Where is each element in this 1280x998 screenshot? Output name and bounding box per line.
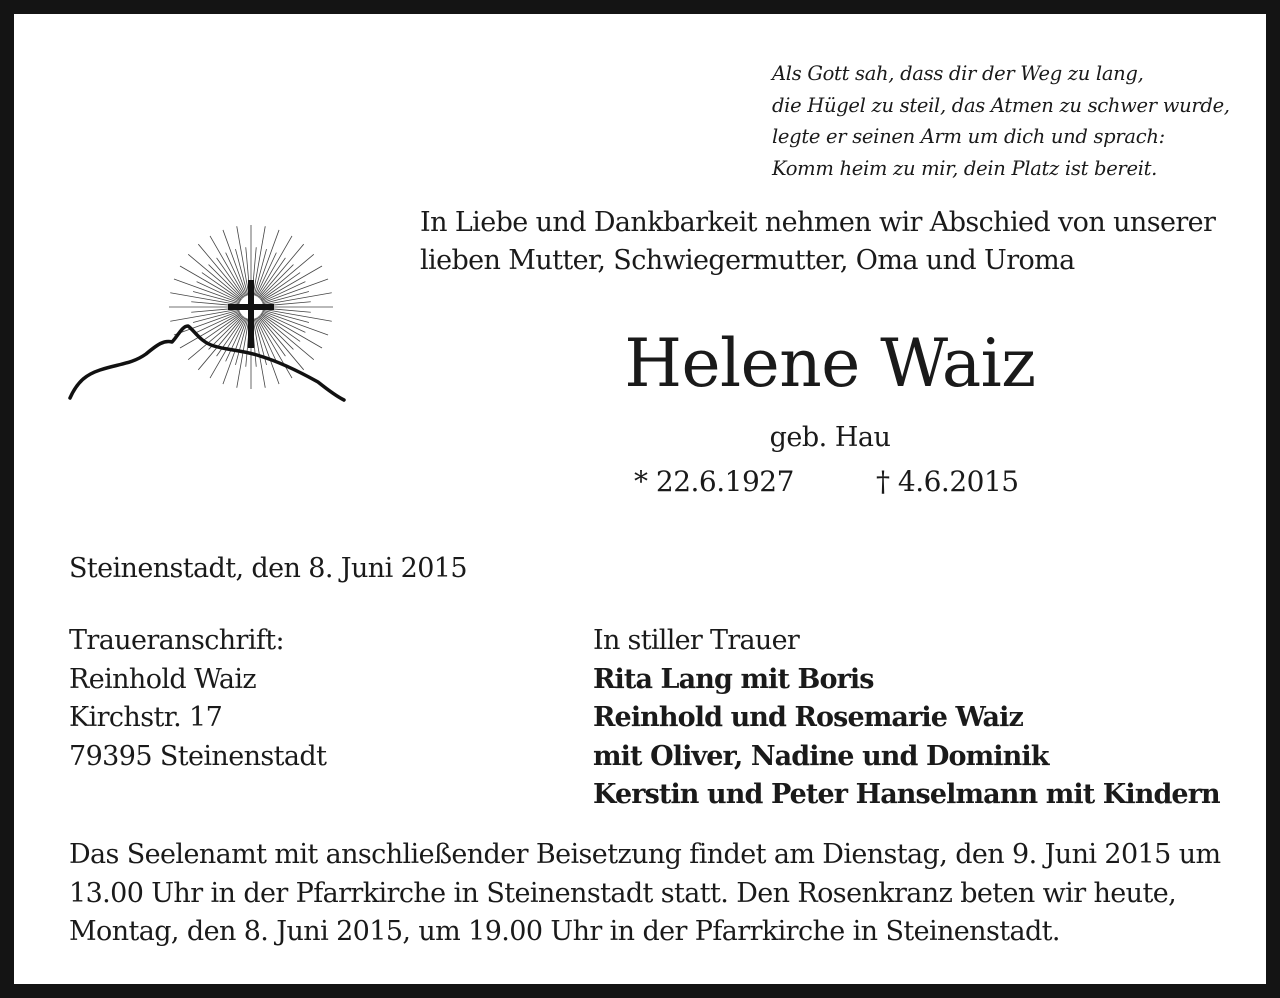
deceased-name: Helene Waiz	[624, 325, 1036, 402]
address-label: Traueranschrift:	[69, 625, 285, 656]
poem	[772, 58, 1230, 184]
address-line: Kirchstr. 17	[69, 702, 223, 733]
poem-line: legte er seinen Arm um dich und sprach:	[772, 125, 1165, 148]
mourners	[593, 622, 1220, 815]
poem-line: Als Gott sah, dass dir der Weg zu lang,	[772, 62, 1144, 85]
notice-line: Das Seelenamt mit anschließender Beisetzung findet am Dienstag, den 9. Juni 2015 um	[69, 839, 1221, 870]
place-date: Steinenstadt, den 8. Juni 2015	[69, 553, 467, 584]
mourner-name: Kerstin und Peter Hanselmann mit Kindern	[593, 779, 1220, 810]
birth-name: geb. Hau	[769, 422, 891, 453]
mourner-name: mit Oliver, Nadine und Dominik	[593, 740, 1049, 772]
farewell-intro	[420, 204, 1215, 280]
birth-date: * 22.6.1927	[634, 465, 794, 498]
mourner-name: Reinhold und Rosemarie Waiz	[593, 702, 1023, 733]
notice-line: Montag, den 8. Juni 2015, um 19.00 Uhr in der Pfarrkirche in Steinenstadt.	[69, 916, 1060, 947]
death-date: † 4.6.2015	[876, 465, 1019, 498]
service-notice	[69, 836, 1239, 952]
mourning-address	[69, 622, 326, 776]
poem-line: Komm heim zu mir, dein Platz ist bereit.	[772, 156, 1158, 180]
mourner-name: Rita Lang mit Boris	[593, 663, 874, 695]
notice-line: 13.00 Uhr in der Pfarrkirche in Steinenstadt statt. Den Rosenkranz beten wir heute,	[69, 877, 1177, 909]
poem-line: die Hügel zu steil, das Atmen zu schwer wurde,	[772, 93, 1230, 117]
intro-line: In Liebe und Dankbarkeit nehmen wir Abschied von unserer	[420, 207, 1216, 238]
mourners-label: In stiller Trauer	[593, 625, 800, 656]
address-line: 79395 Steinenstadt	[69, 740, 327, 772]
intro-line: lieben Mutter, Schwiegermutter, Oma und Uroma	[420, 245, 1075, 276]
address-line: Reinhold Waiz	[69, 663, 257, 695]
